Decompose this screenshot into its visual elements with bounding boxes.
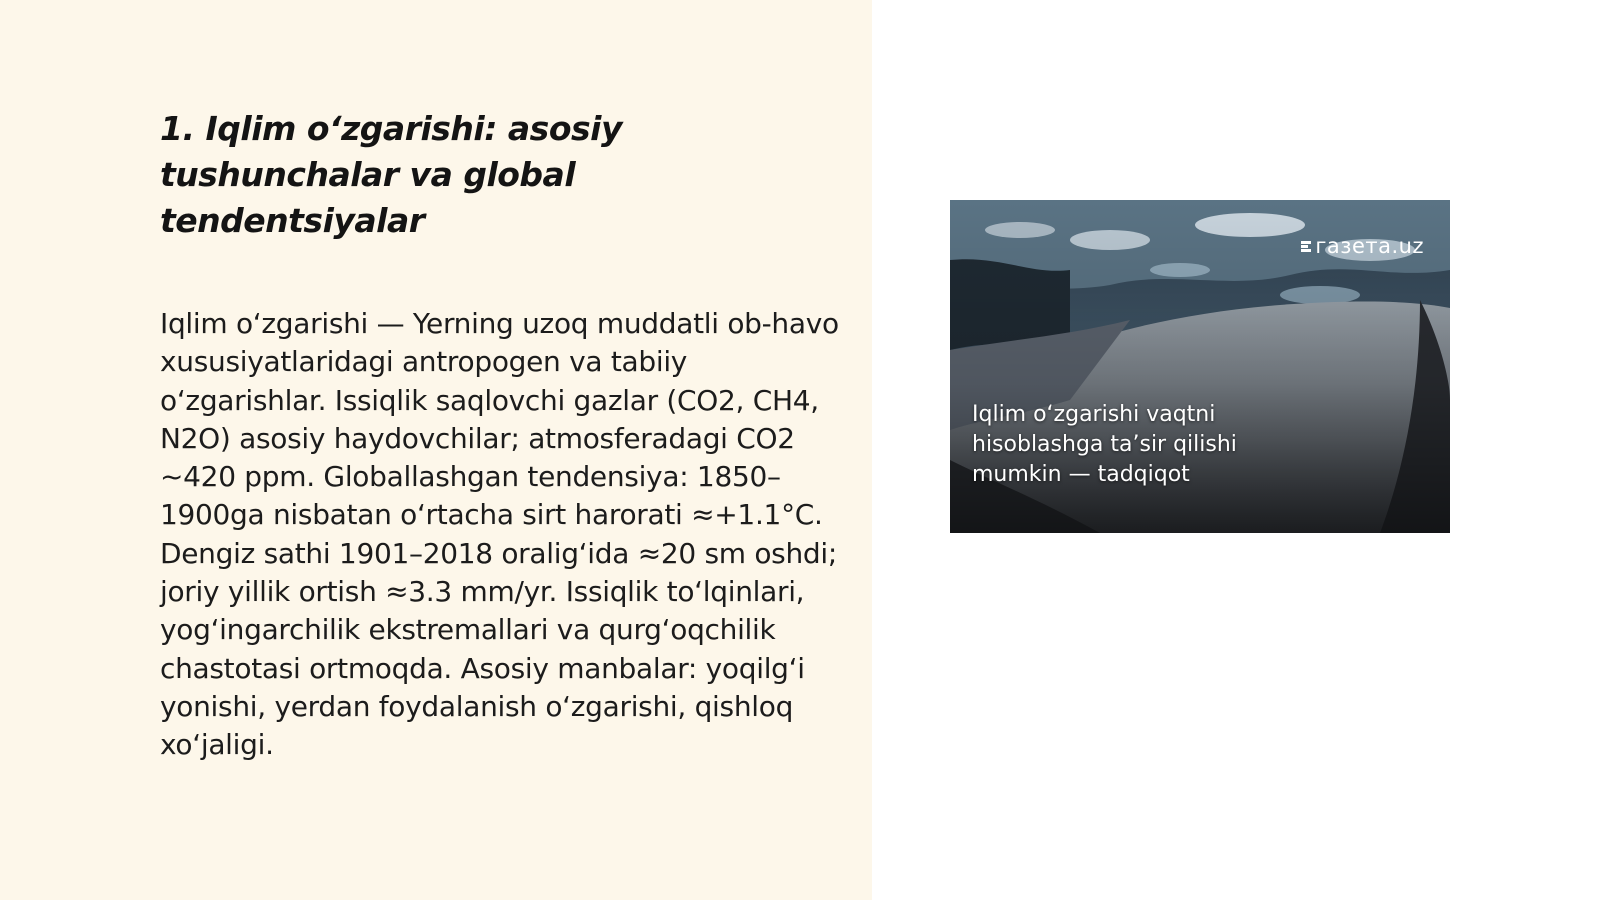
news-headline: Iqlim o‘zgarishi vaqtni hisoblashga ta’sir qilishi mumkin — tadqiqot [972,402,1237,487]
slide-title: 1. Iqlim o‘zgarishi: asosiy tushunchalar va global tendentsiyalar [160,109,622,240]
news-image-card[interactable] [950,200,1450,533]
slide-body-text: Iqlim o‘zgarishi — Yerning uzoq muddatli ob-havo xususiyatlaridagi antropogen va tabiiy o‘zgarishlar. Issiqlik saqlovchi gazlar (CO2, CH4, N2O) asosiy haydovchilar; atmosferadagi CO2 ~420 ppm. Globallashgan tendensiya: 1850–1900ga nisbatan o‘rtacha sirt harorati ≈+1.1°C. Dengiz sathi 1901–2018 oralig‘ida ≈20 sm oshdi; joriy yillik ortish ≈3.3 mm/yr. Issiqlik to‘lqinlari, yog‘ingarchilik ekstremallari va qurg‘oqchilik chastotasi ortmoqda. Asosiy manbalar: yoqilg‘i yonishi, yerdan foydalanish o‘zgarishi, qishloq xo‘jaligi. [160,307,839,762]
logo-text: газета.uz [1315,234,1424,258]
logo-mark-icon [1301,239,1311,253]
news-logo [1301,234,1424,258]
